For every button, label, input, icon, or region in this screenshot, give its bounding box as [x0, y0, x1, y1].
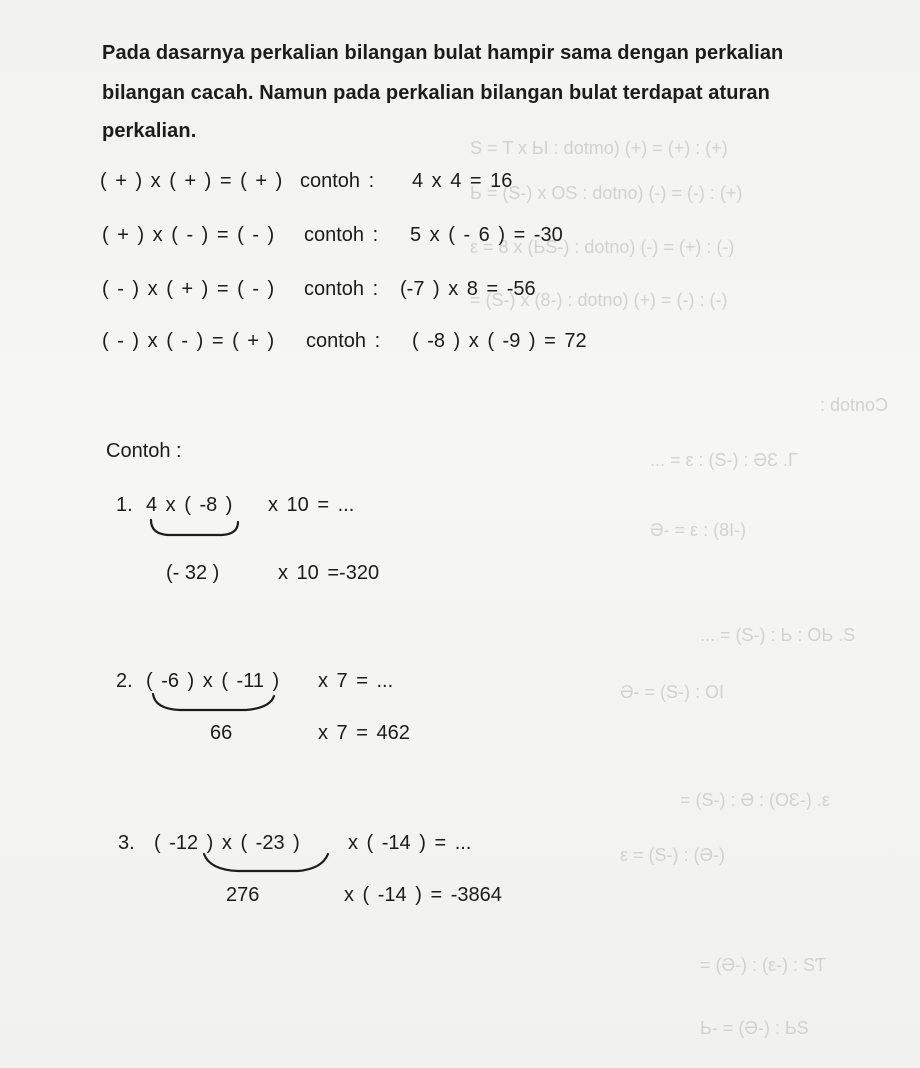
rule-example: ( -8 ) x ( -9 ) = 72 — [412, 330, 587, 352]
grouped-factors: 4 x ( -8 ) — [146, 494, 233, 516]
final-result: x ( -14 ) = -3864 — [344, 884, 502, 906]
sign-rule: ( + ) x ( - ) = ( - ) — [102, 224, 275, 246]
underbrace-mark — [200, 840, 332, 876]
sign-rule: ( - ) x ( - ) = ( + ) — [102, 330, 275, 352]
grouped-factors: ( -12 ) x ( -23 ) — [154, 832, 300, 854]
sign-rule: ( + ) x ( + ) = ( + ) — [100, 170, 283, 192]
example-number: 1. — [116, 494, 133, 516]
contoh-label: contoh : — [306, 330, 381, 352]
final-result: x 10 =-320 — [278, 562, 380, 584]
remaining-factor: x 10 = ... — [268, 494, 355, 516]
final-result: x 7 = 462 — [318, 722, 410, 744]
contoh-label: contoh : — [300, 170, 375, 192]
example-number: 2. — [116, 670, 133, 692]
intro-line-2: bilangan cacah. Namun pada perkalian bilangan bulat terdapat aturan — [102, 82, 770, 104]
rule-example: 5 x ( - 6 ) = -30 — [410, 224, 563, 246]
intro-line-1: Pada dasarnya perkalian bilangan bulat hampir sama dengan perkalian — [102, 42, 784, 64]
partial-product: 66 — [210, 722, 233, 744]
intro-line-3: perkalian. — [102, 120, 197, 142]
grouped-factors: ( -6 ) x ( -11 ) — [146, 670, 280, 692]
paper-page: S = T x ЬI : dotmo) (+) = (+) : (+) Ь = (S-) x OS : dotno) (-) = (-) : (+) ε = 8 x (ЬS-) : dotno) (-) = (+) : (-) = (S-) x (8-) : dotno) (+) = (-) : (-) : dotnoƆ ... = ε : (S-) : ƏƐ .Г Ə- = ε : (8I-) ... = (S-) : Ь : OЬ .S Ə- = (S-) : OI = (S-) : Ə : (OƐ-) .ε ε = (S-) : (Ə-) = (Ə-) : (ε-) : SƬ Ь- = (Ə-) : ЬS Pada dasarnya perkalian bilangan bulat hampir sama dengan perkalian bilangan cacah. Namun pada perkalian bilangan bulat terdapat aturan perkalian. ( + ) x ( + ) = ( + ) contoh : 4 x 4 = 16 ( + ) x ( - ) = ( - ) contoh : 5 x ( - 6 ) = -30 ( - ) x ( + ) = ( - ) contoh : (-7 ) x 8 = -56 ( - ) x ( - ) = ( + ) contoh : ( -8 ) x ( -9 ) = 72 Contoh : 1. 4 x ( -8 ) x 10 = ... (- 32 ) x 10 =-320 2. ( -6 ) x ( -11 ) x 7 = ... 66 x 7 = 462 3. ( -12 ) x ( -23 ) x ( -14 ) = ... 276 x ( -14 ) = -3864 — [0, 0, 920, 1068]
contoh-label: contoh : — [304, 278, 379, 300]
rule-example: 4 x 4 = 16 — [412, 170, 513, 192]
example-number: 3. — [118, 832, 135, 854]
contoh-label: contoh : — [304, 224, 379, 246]
rule-example: (-7 ) x 8 = -56 — [400, 278, 536, 300]
sign-rule: ( - ) x ( + ) = ( - ) — [102, 278, 275, 300]
examples-heading: Contoh : — [106, 440, 182, 462]
remaining-factor: x 7 = ... — [318, 670, 394, 692]
partial-product: 276 — [226, 884, 260, 906]
partial-product: (- 32 ) — [166, 562, 220, 584]
underbrace-mark — [150, 692, 278, 716]
remaining-factor: x ( -14 ) = ... — [348, 832, 472, 854]
underbrace-mark — [148, 518, 242, 542]
